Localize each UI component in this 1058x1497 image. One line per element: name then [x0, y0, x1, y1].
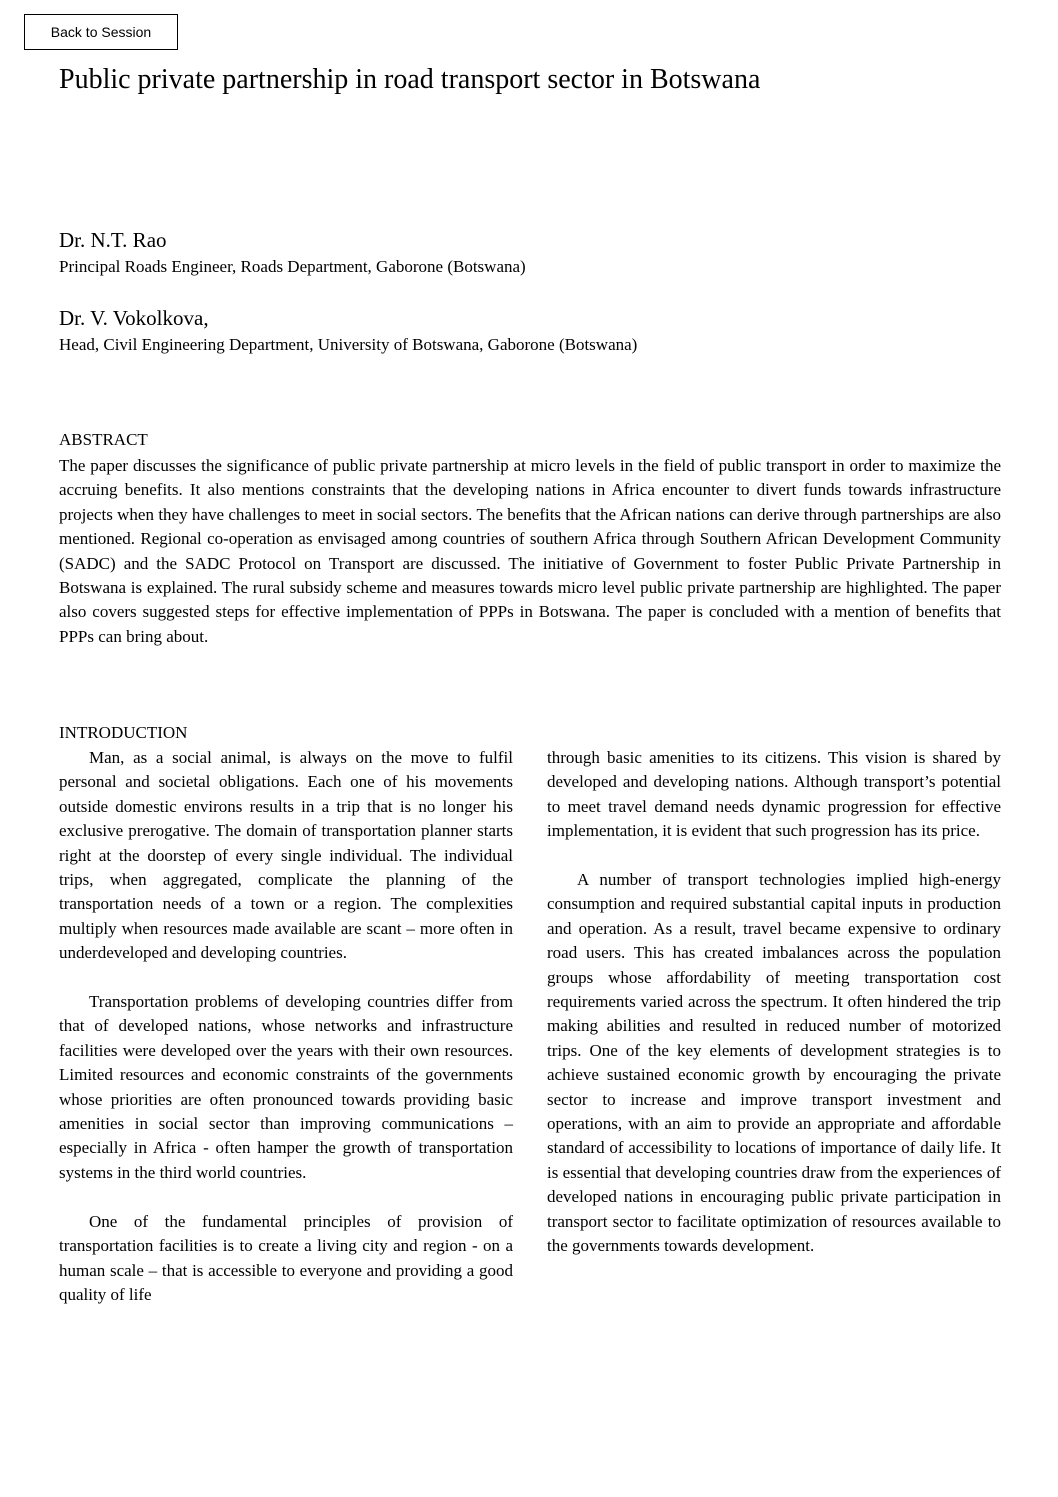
intro-paragraph-3-continued: through basic amenities to its citizens. This vision is shared by developed and developing nations. Although transport’s potential to meet travel demand needs dynamic progression for effective implementation, it is evident that such progression has its price.: [547, 748, 1001, 841]
intro-paragraph-1: Man, as a social animal, is always on the move to fulfil personal and societal obligations. Each one of his movements outside domestic environs results in a trip that is no longer his exclusive prerogative. The domain of transportation planner starts right at the doorstep of every single individual. The individual trips, when aggregated, complicate the planning of the transportation needs of a town or a region. The complexities multiply when resources made available are scant – more often in underdeveloped and developing countries.: [59, 748, 513, 963]
intro-paragraph-4: A number of transport technologies implied high-energy consumption and required substantial capital inputs in production and operation. As a result, travel became expensive to ordinary road users. This has created imbalances across the population groups whose affordability of meeting transportation cost requirements varied across the spectrum. It often hindered the trip making abilities and resulted in reduced number of motorized trips. One of the key elements of development strategies is to achieve sustained economic growth by encouraging the private sector to increase and improve transport investment and operations, with an aim to provide an appropriate and affordable standard of accessibility to locations of importance of daily life. It is essential that developing countries draw from the experiences of developed nations in encouraging public private participation in transport sector to facilitate optimization of resources available to the governments towards development.: [547, 870, 1001, 1256]
author-affiliation-2: Head, Civil Engineering Department, University of Botswana, Gaborone (Botswana): [59, 335, 638, 354]
intro-paragraph-2: Transportation problems of developing countries differ from that of developed nations, whose networks and infrastructure facilities were developed over the years with their own resources. Limited resources and economic constraints of the governments whose priorities are often pronounced towards providing basic amenities in social sector than improving communications – especially in Africa - often hamper the growth of transportation systems in the third world countries.: [59, 992, 513, 1182]
left-column: [59, 746, 513, 1332]
intro-paragraph-3: One of the fundamental principles of provision of transportation facilities is to create a living city and region - on a human scale – that is accessible to everyone and providing a good quality of life: [59, 1211, 513, 1304]
introduction-heading: INTRODUCTION: [59, 723, 188, 742]
abstract-body: The paper discusses the significance of public private partnership at micro levels in the field of public transport in order to maximize the accruing benefits. It also mentions constraints that the developing nations in Africa encounter to divert funds towards infrastructure projects when they have challenges to meet in social sectors. The benefits that the African nations can derive through partnerships are also mentioned. Regional co-operation as envisaged among countries of southern Africa through Southern African Development Community (SADC) and the SADC Protocol on Transport are discussed. The initiative of Government to foster Public Private Partnership in Botswana is explained. The rural subsidy scheme and measures towards micro level public private partnership are highlighted. The paper also covers suggested steps for effective implementation of PPPs in Botswana. The paper is concluded with a mention of benefits that PPPs can bring about.: [59, 456, 1001, 646]
author-name-1: Dr. N.T. Rao: [59, 228, 167, 252]
back-to-session-button[interactable]: Back to Session: [24, 14, 178, 50]
paper-title: Public private partnership in road transport sector in Botswana: [59, 64, 761, 95]
right-column: [547, 746, 1001, 1283]
author-affiliation-1: Principal Roads Engineer, Roads Department, Gaborone (Botswana): [59, 257, 526, 276]
author-name-2: Dr. V. Vokolkova,: [59, 306, 209, 330]
abstract-heading: ABSTRACT: [59, 430, 148, 449]
